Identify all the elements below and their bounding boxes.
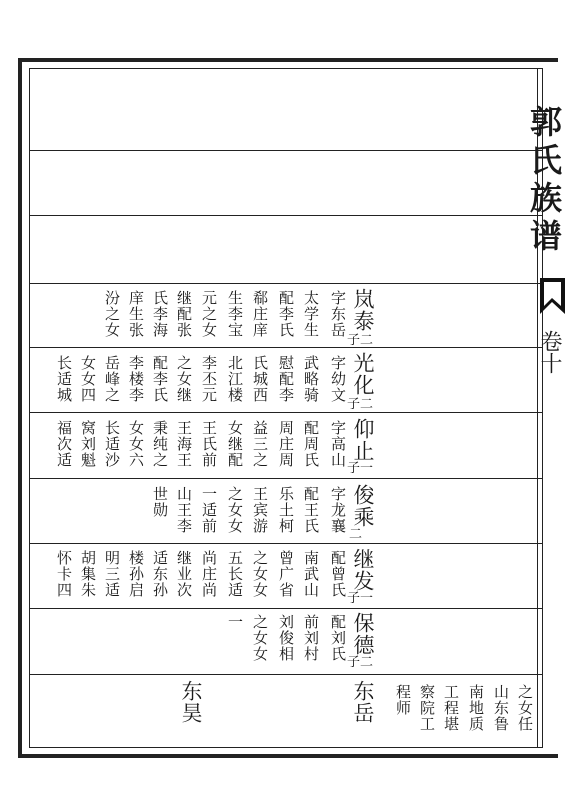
entry-column: 窝刘魁 — [79, 420, 97, 468]
entry-column: 胡集朱 — [79, 550, 97, 598]
entry-column: 郗庄庠 — [251, 290, 269, 338]
margin-volume: 卷十 — [537, 330, 562, 374]
entry-column: 继配张 — [175, 290, 193, 338]
entry-column: 岳峰之 — [103, 355, 121, 403]
entry-column: 李楼李 — [127, 355, 145, 403]
entry-column: 福次适 — [55, 420, 73, 468]
entry-column: 配周氏 — [302, 420, 320, 468]
person-name: 岚泰 — [351, 288, 375, 332]
row-divider — [29, 478, 543, 479]
entry-column: 之女继 — [175, 355, 193, 403]
entry-column: 程师 — [394, 684, 412, 716]
entry-column: 刘俊相 — [277, 614, 295, 662]
row-divider — [29, 215, 543, 216]
child-count: 子一 — [347, 591, 374, 606]
entry-column: 之女任 — [516, 684, 534, 732]
entry-column: 配曾氏 — [329, 550, 347, 598]
entry-column: 世勋 — [151, 486, 169, 518]
entry-column: 王氏前 — [200, 420, 218, 468]
entry-column: 慰配李 — [277, 355, 295, 403]
child-count: 子二 — [347, 397, 374, 412]
entry-column: 生李宝 — [226, 290, 244, 338]
entry-column: 明三适 — [103, 550, 121, 598]
entry-column: 武略骑 — [302, 355, 320, 403]
entry-column: 庠生张 — [127, 290, 145, 338]
fishtail-mark — [540, 278, 565, 314]
entry-column: 配王氏 — [302, 486, 320, 534]
entry-column: 乐土柯 — [277, 486, 295, 534]
entry-column: 氏城西 — [251, 355, 269, 403]
entry-column: 楼孙启 — [127, 550, 145, 598]
entry-column: 字幼文 — [329, 355, 347, 403]
entry-column: 秉纯之 — [151, 420, 169, 468]
entry-column: 一 — [226, 614, 244, 630]
entry-column: 氏李海 — [151, 290, 169, 338]
entry-column: 五长适 — [226, 550, 244, 598]
entry-column: 周庄周 — [277, 420, 295, 468]
person-name: 仰止 — [351, 418, 375, 462]
entry-column: 北江楼 — [226, 355, 244, 403]
child-count: 子二 — [347, 655, 374, 670]
entry-column: 配李氏 — [151, 355, 169, 403]
entry-column: 山东鲁 — [492, 684, 510, 732]
child-count: 子一 — [347, 461, 374, 476]
entry-column: 曾广省 — [277, 550, 295, 598]
entry-column: 长适城 — [55, 355, 73, 403]
person-name: 东昊 — [179, 680, 203, 724]
entry-column: 字高山 — [329, 420, 347, 468]
row-divider — [29, 674, 543, 675]
person-name: 东岳 — [351, 680, 375, 724]
entry-column: 元之女 — [200, 290, 218, 338]
entry-column: 继业次 — [175, 550, 193, 598]
entry-column: 王海王 — [175, 420, 193, 468]
person-name: 继发 — [351, 548, 375, 592]
margin-title: 郭氏族谱 — [525, 105, 563, 257]
row-divider — [29, 412, 543, 413]
entry-column: 太学生 — [302, 290, 320, 338]
entry-column: 南地质 — [467, 684, 485, 732]
entry-column: 怀卡四 — [55, 550, 73, 598]
row-divider — [29, 543, 543, 544]
row-divider — [29, 347, 543, 348]
entry-column: 前刘村 — [302, 614, 320, 662]
entry-column: 字东岳 — [329, 290, 347, 338]
entry-column: 女女四 — [79, 355, 97, 403]
entry-column: 字龙襄 — [329, 486, 347, 534]
row-divider — [29, 283, 543, 284]
entry-column: 汾之女 — [103, 290, 121, 338]
entry-column: 女继配 — [226, 420, 244, 468]
entry-column: 之女女 — [251, 550, 269, 598]
entry-column: 之女女 — [251, 614, 269, 662]
entry-column: 李丕元 — [200, 355, 218, 403]
entry-column: 尚庄尚 — [200, 550, 218, 598]
entry-column: 配刘氏 — [329, 614, 347, 662]
entry-column: 配李氏 — [277, 290, 295, 338]
entry-column: 之女女 — [226, 486, 244, 534]
entry-column: 南武山 — [302, 550, 320, 598]
entry-column: 工程堪 — [442, 684, 460, 732]
entry-column: 山王李 — [175, 486, 193, 534]
entry-column: 察院工 — [418, 684, 436, 732]
entry-column: 益三之 — [251, 420, 269, 468]
person-name: 保德 — [351, 612, 375, 656]
row-divider — [29, 608, 543, 609]
child-count: 二 — [349, 527, 363, 542]
entry-column: 长适沙 — [103, 420, 121, 468]
entry-column: 女女六 — [127, 420, 145, 468]
person-name: 光化 — [351, 352, 375, 396]
entry-column: 一适前 — [200, 486, 218, 534]
child-count: 子二 — [347, 333, 374, 348]
entry-column: 王宾游 — [251, 486, 269, 534]
row-divider — [29, 150, 543, 151]
entry-column: 适东孙 — [151, 550, 169, 598]
person-name: 俊乘 — [351, 484, 375, 528]
